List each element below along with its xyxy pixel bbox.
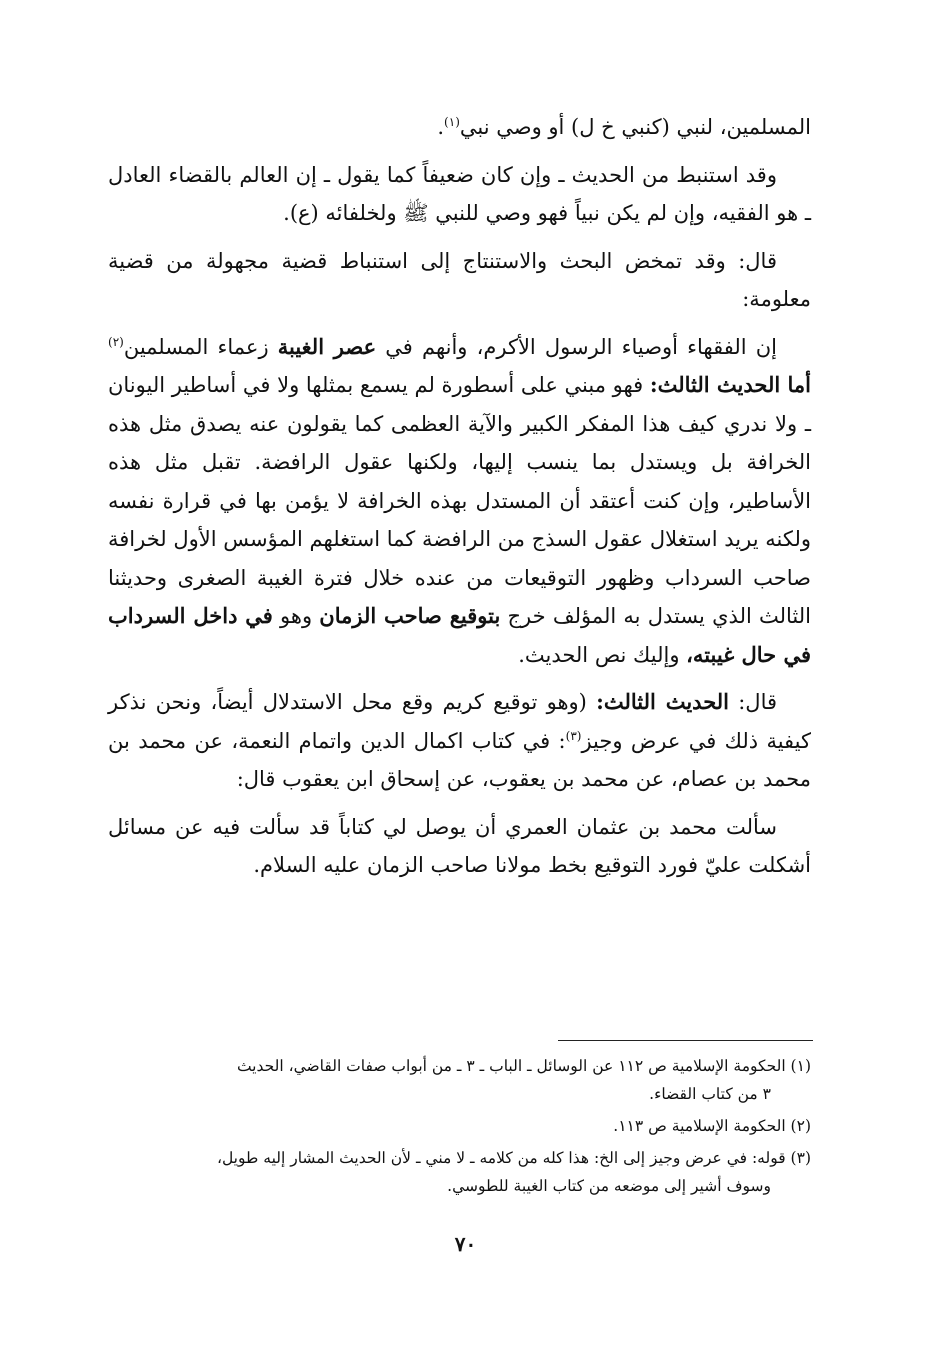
footnote-2-line-1: (٢) الحكومة الإسلامية ص ١١٣. xyxy=(613,1117,811,1135)
paragraph-text: زعماء المسلمين xyxy=(123,334,278,359)
page-body xyxy=(108,108,811,894)
bold-phrase: في داخل السرداب في حال غيبته، xyxy=(108,603,811,667)
paragraph-text: فهو مبني على أسطورة لم يسمع بمثلها ولا في أساطير اليونان ـ ولا ندري كيف هذا المفكر الكبير والآية العظمى كما يقولون عنه يصدق مثل هذه الخرافة بل ويستدل بما ينسب إليها، ولكنها عقول الرافضة. تقبل مثل هذه الأساطير، وإن كنت أعتقد أن المستدل بهذه الخرافة لا يؤمن بها في قرارة نفسه ولكنه يريد استغلال عقول السذج من الرافضة كما استغلهم المؤسس الأول لخرافة صاحب السرداب وظهور التوقيعات من عنده خلال فترة الغيبة الصغرى وحديثنا الثالث الذي يستدل به المؤلف خرج xyxy=(107,373,811,628)
paragraph-text: وإليك نص الحديث. xyxy=(518,642,687,667)
paragraph-text: إن الفقهاء أوصياء الرسول الأكرم، وأنهم في xyxy=(376,334,777,359)
paragraph-continuation xyxy=(108,108,811,147)
footnote-2 xyxy=(108,1112,811,1140)
footnote-1-line-2: ٣ من كتاب القضاء. xyxy=(649,1085,771,1103)
paragraph-text: : في كتاب اكمال الدين واتمام النعمة، عن محمد بن محمد بن عصام، عن محمد بن يعقوب، عن إسحاق ابن يعقوب قال: xyxy=(108,728,811,791)
bold-phrase: عصر الغيبة xyxy=(277,333,377,359)
bold-phrase: بتوقيع صاحب الزمان xyxy=(319,603,501,628)
paragraph-text: قال: xyxy=(729,690,778,714)
footnote-1 xyxy=(108,1052,811,1108)
paragraph-third-hadith-quote xyxy=(108,683,811,799)
footnotes xyxy=(108,1052,811,1204)
footnote-ref-1[interactable]: (١) xyxy=(444,115,460,129)
paragraph-text-end: . xyxy=(437,115,445,139)
paragraph-hadith-deduction: وقد استنبط من الحديث ـ وإن كان ضعيفاً كما يقول ـ إن العالم بالقضاء العادل ـ هو الفقيه، وإن لم يكن نبياً فهو وصي للنبي ﷺ ولخلفائه (ع). xyxy=(108,162,811,225)
bold-phrase: الحديث الثالث: xyxy=(596,689,729,714)
paragraph-text: (وهو توقيع كريم وقع محل الاستدلال أيضاً، ونحن نذكر كيفية ذلك في عرض وجيز xyxy=(108,690,812,753)
footnote-3-line-2: وسوف أشير إلى موضعه من كتاب الغيبة للطوسي. xyxy=(447,1177,771,1195)
paragraph-quote-conclusion: قال: وقد تمخض البحث والاستنتاج إلى استنباط قضية مجهولة من قضية معلومة: xyxy=(108,248,811,311)
footnote-3 xyxy=(108,1144,811,1200)
paragraph-third-hadith-critique xyxy=(108,328,811,675)
footnote-ref-3[interactable]: (٣) xyxy=(565,728,582,743)
paragraph-text: المسلمين، لنبي (كنبي خ ل) أو وصي نبي xyxy=(459,115,811,139)
footnote-3-line-1: (٣) قوله: في عرض وجيز إلى الخ: هذا كله من كلامه ـ لا مني ـ لأن الحديث المشار إليه طويل، xyxy=(216,1149,811,1167)
footnote-divider xyxy=(558,1040,813,1041)
footnote-ref-2[interactable]: (٢) xyxy=(108,334,124,349)
bold-phrase: أما الحديث الثالث: xyxy=(649,372,811,397)
page-number: ٧٠ xyxy=(454,1232,477,1256)
paragraph-narration: سألت محمد بن عثمان العمري أن يوصل لي كتاباً قد سألت فيه عن مسائل أشكلت عليّ فورد التوقيع بخط مولانا صاحب الزمان عليه السلام. xyxy=(108,814,811,877)
footnote-1-line-1: (١) الحكومة الإسلامية ص ١١٢ عن الوسائل ـ الباب ـ ٣ ـ من أبواب صفات القاضي، الحديث xyxy=(236,1057,811,1075)
paragraph-text: وهو xyxy=(272,604,320,628)
